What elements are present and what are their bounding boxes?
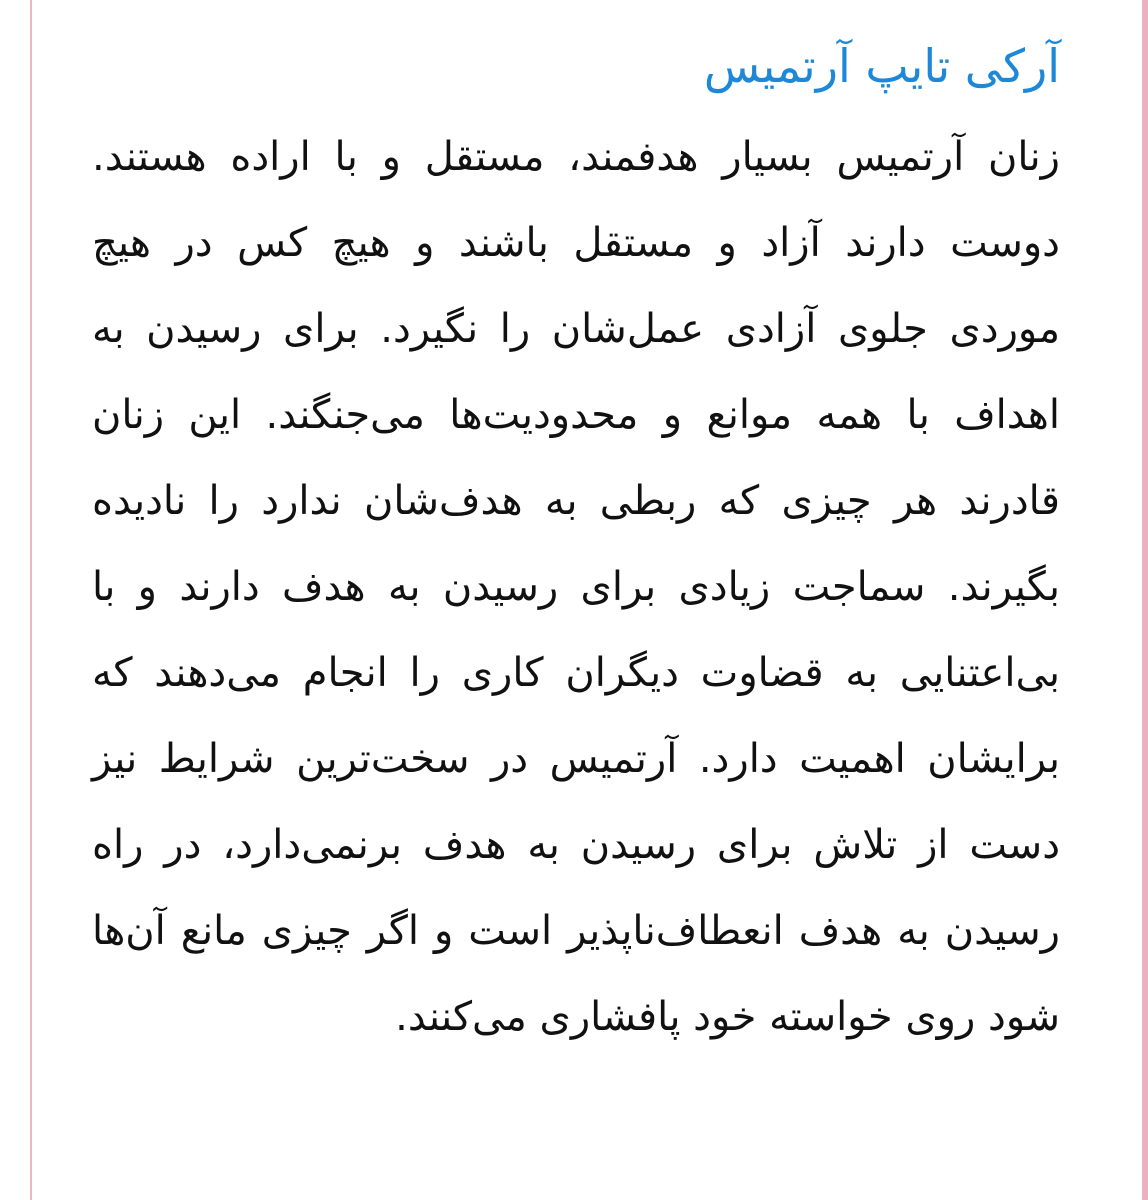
left-border-line [30,0,32,1200]
article-body: زنان آرتمیس بسیار هدفمند، مستقل و با اراده هستند. دوست دارند آزاد و مستقل باشند و هیچ کس در هیچ موردی جلوی آزادی عمل‌شان را نگیرد. برای رسیدن به اهداف با همه موانع و محدودیت‌ها می‌جنگند. این زنان قادرند هر چیزی که ربطی به هدف‌شان ندارد را نادیده بگیرند. سماجت زیادی برای رسیدن به هدف دارند و با بی‌اعتنایی به قضاوت دیگران کاری را انجام می‌دهند که برایشان اهمیت دارد. آرتمیس در سخت‌ترین شرایط نیز دست از تلاش برای رسیدن به هدف برنمی‌دارد، در راه رسیدن به هدف انعطاف‌ناپذیر است و اگر چیزی مانع آن‌ها شود روی خواسته خود پافشاری می‌کنند. [92,134,1060,1040]
article-title: آرکی تایپ آرتمیس [703,39,1060,93]
article-content [92,26,1060,1060]
right-border-line [1142,0,1148,1200]
